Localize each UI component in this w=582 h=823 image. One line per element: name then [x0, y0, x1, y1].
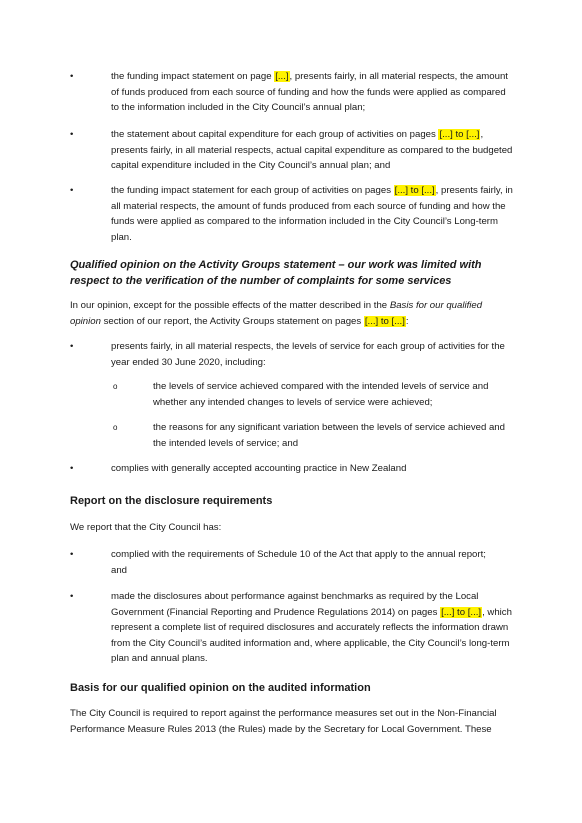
- bullet-icon: •: [70, 591, 74, 602]
- paragraph-body: The City Council is required to report against the performance measures set out in the Non-Financial Performance Measure Rules 2013 (the Rules) made by the Secretary for Local Government. These: [70, 708, 497, 735]
- paragraph-intro: In our opinion, except for the possible effects of the matter described in the Basis for our qualified opinion section of our report, the Activity Groups statement on pages [...] to [...]:: [70, 300, 483, 327]
- list-item-text: complied with the requirements of Schedule 10 of the Act that apply to the annual report; and: [111, 549, 486, 576]
- sub-bullet-icon: o: [113, 382, 118, 391]
- sub-list-item-text: the reasons for any significant variation between the levels of service achieved and the intended levels of service; and: [153, 422, 505, 449]
- list-item-text: the statement about capital expenditure for each group of activities on pages [...] to [...], presents fairly, in all material respects, actual capital expenditure as compared to the budgeted capital expenditure included in the City Council’s annual plan; and: [111, 129, 513, 171]
- highlighted-page-ref: [...]: [275, 71, 289, 82]
- section-heading-activity-groups: Qualified opinion on the Activity Groups statement – our work was limited with respect to the verification of the number of complaints for some services: [70, 259, 482, 287]
- highlighted-page-ref: [...] to [...]: [364, 315, 405, 327]
- list-item-text: the funding impact statement for each group of activities on pages [...] to [...], presents fairly, in all material respects, the amount of funds produced from each source of funding and how the funds were applied as compared to the information included in the City Council’s Long-term plan.: [111, 185, 513, 243]
- bullet-icon: •: [70, 185, 74, 196]
- list-item-text: made the disclosures about performance against benchmarks as required by the Local Government (Financial Reporting and Prudence Regulations 2014) on pages [...] to [...], which represent a complete list of required disclosures and accurately reflects the information drawn from the City Council’s audited information and, where applicable, the City Council’s long-term plan and annual plans.: [111, 591, 512, 664]
- sub-list-item-text: the levels of service achieved compared with the intended levels of service and whether any intended changes to levels of service were achieved;: [153, 381, 489, 408]
- list-item-text: the funding impact statement on page [...], presents fairly, in all material respects, the amount of funds produced from each source of funding and how the funds were applied as compared to the information included in the City Council’s annual plan;: [111, 71, 508, 113]
- list-item-text: complies with generally accepted accounting practice in New Zealand: [111, 463, 407, 474]
- bullet-icon: •: [70, 71, 74, 82]
- sub-bullet-icon: o: [113, 423, 118, 432]
- section-heading-basis: Basis for our qualified opinion on the audited information: [70, 682, 371, 694]
- highlighted-page-ref: [...] to [...]: [439, 129, 480, 140]
- bullet-icon: •: [70, 549, 74, 560]
- paragraph-intro: We report that the City Council has:: [70, 522, 222, 533]
- bullet-icon: •: [70, 463, 74, 474]
- section-heading-disclosure: Report on the disclosure requirements: [70, 495, 273, 507]
- bullet-icon: •: [70, 341, 74, 352]
- bullet-icon: •: [70, 129, 74, 140]
- list-item-text: presents fairly, in all material respects, the levels of service for each group of activities for the year ended 30 June 2020, including:: [111, 341, 505, 368]
- highlighted-page-ref: [...] to [...]: [441, 606, 482, 618]
- highlighted-page-ref: [...] to [...]: [394, 185, 435, 196]
